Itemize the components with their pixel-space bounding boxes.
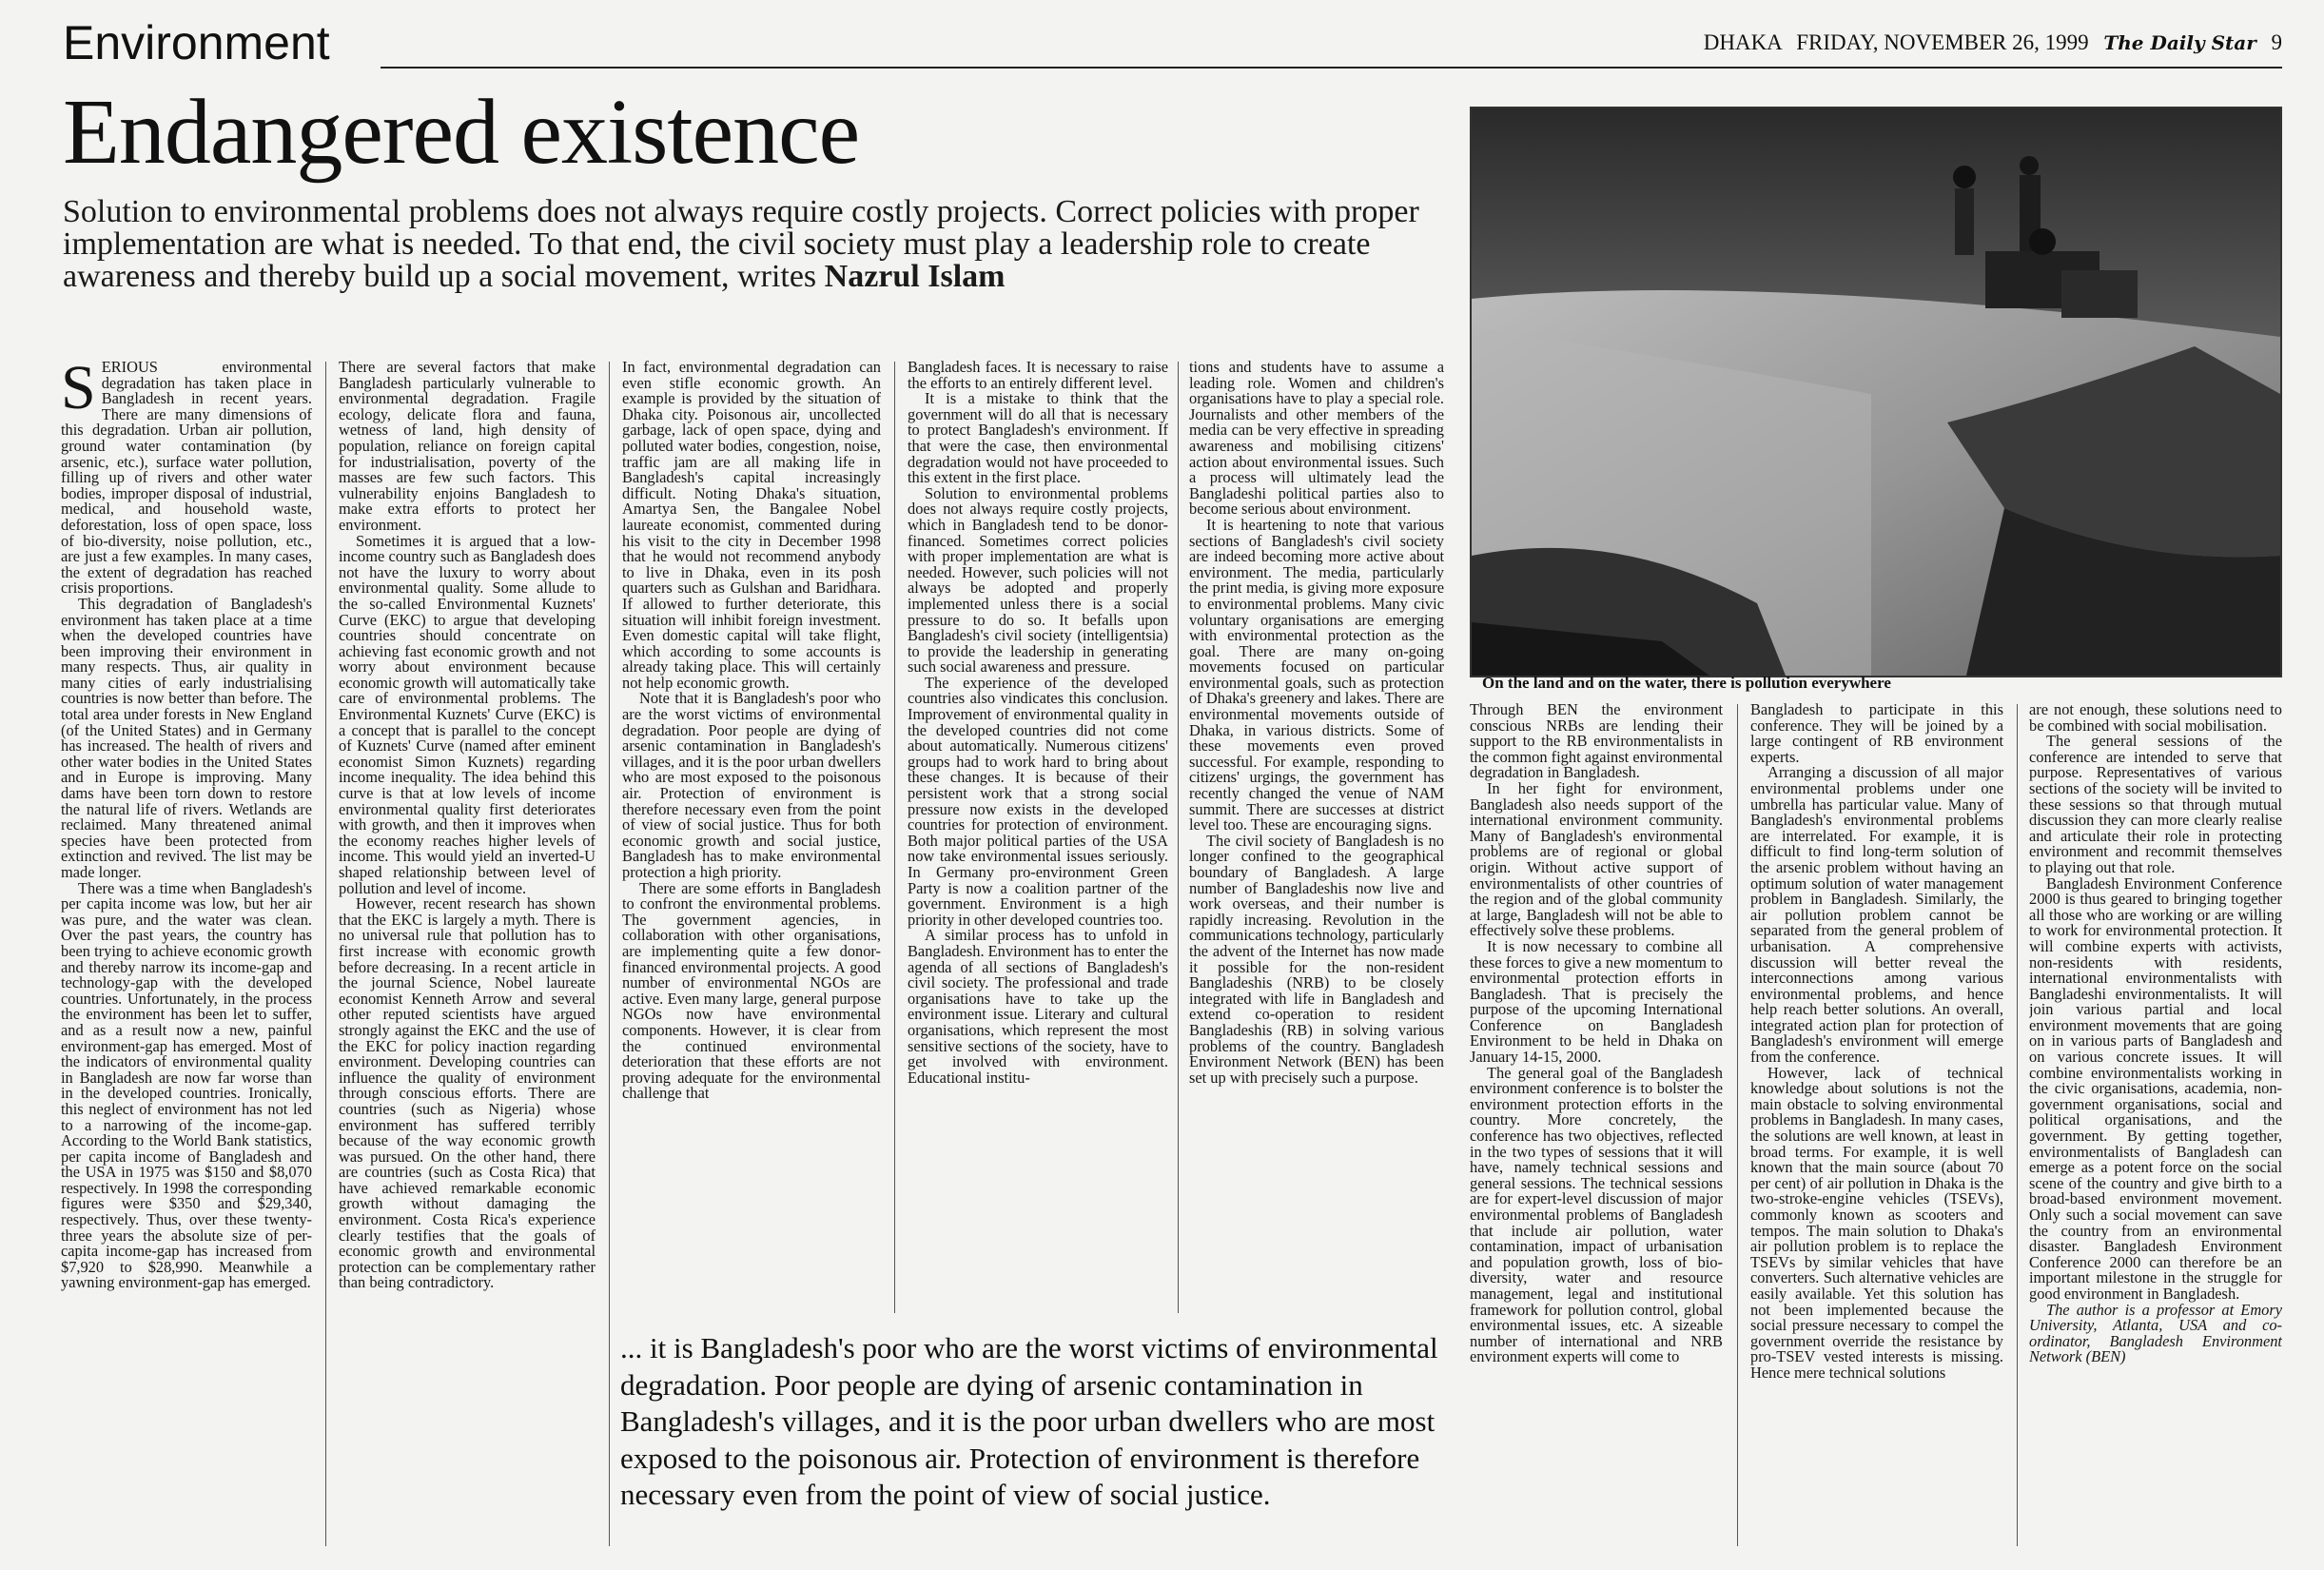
article-column-3: [622, 360, 881, 1316]
paragraph: Note that it is Bangladesh's poor who are the worst victims of environmental degradation. Poor people are dying of arsenic contamination in Bangladesh's villages, and it is the poor urban dwellers who are most exposed to the poisonous air. Protection of environment is therefore necessary even from the point of view of social justice. Thus for both economic growth and social justice, Bangladesh has to make environmental protection a high priority.: [622, 689, 881, 881]
paragraph: A similar process has to unfold in Bangladesh. Environment has to enter the agenda of all sections of Bangladesh's civil society. The professional and trade organisations have to take up the environment issue. Literary and cultural organisations, which represent the most sensitive sections of the society, have to get involved with environment. Educational institu-: [908, 926, 1168, 1087]
paragraph: The experience of the developed countries also vindicates this conclusion. Improvement of environmental quality in the developed countries did not come about automatically. Numerous citizens' groups had to work hard to bring about these changes. It is because of their persistent work that a strong social pressure now exists in the developed countries for protection of environment. Both major political parties of the USA now take environmental issues seriously. In Germany pro-environment Green Party is now a coalition partner of the government. Environment is a high priority in other developed countries too.: [908, 673, 1168, 929]
paragraph: In fact, environmental degradation can even stifle economic growth. An example is provided by the situation of Dhaka city. Poisonous air, uncollected garbage, lack of open space, dying and polluted water bodies, congestion, noise, traffic jam are all making life in Bangladesh's capital increasingly difficult. Noting Dhaka's situation, Amartya Sen, the Bangalee Nobel laureate economist, commented during his visit to the city in December 1998 that he would not recommend anybody to live in Dhaka, even in its posh quarters such as Gulshan and Baridhara. If allowed to further deteriorate, this situation will inhibit foreign investment. Even domestic capital will take flight, which according to some accounts is already taking place. This will certainly not help economic growth.: [622, 360, 881, 692]
masthead-dateline: [1694, 30, 2282, 55]
pollution-photo: [1470, 107, 2282, 677]
dateline-date: FRIDAY, NOVEMBER 26, 1999: [1796, 30, 2089, 54]
article-column-8: [2029, 702, 2282, 1547]
article-column-6: [1470, 702, 1723, 1547]
article-column-5: [1189, 360, 1444, 1316]
article-column-2: [339, 360, 596, 1549]
header-rule: [381, 67, 2282, 69]
deck-text: Solution to environmental problems does not always require costly projects. Correct policies with proper implementation are what is needed. To that end, the civil society must play a leadership role to create awareness and thereby build up a social movement,: [63, 194, 1419, 294]
paragraph: However, lack of technical knowledge about solutions is not the main obstacle to solving environmental problems in Bangladesh. In many cases, the solutions are well known, at least in broad terms. For example, it is well known that the main source (about 70 per cent) of air pollution in Dhaka is the two-stroke-engine vehicles (TSEVs), commonly known as scooters and tempos. The main solution to Dhaka's air pollution problem is to replace the TSEVs by similar vehicles that have converters. Such alternative vehicles are easily available. Yet this solution has not been implemented because the social pressure necessary to compel the government override the resistance by pro-TSEV vested interests is missing. Hence mere technical solutions: [1750, 1063, 2003, 1382]
headline: Endangered existence: [63, 81, 860, 184]
photo-caption: On the land and on the water, there is pollution everywhere: [1482, 674, 1891, 692]
paragraph: In her fight for environment, Bangladesh also needs support of the international environment community. Many of Bangladesh's environmental problems are of regional or global origin. Without active support of environmentalists of other countries of the region and of the global community at large, Bangladesh will not be able to effectively solve these problems.: [1470, 778, 1723, 940]
paragraph: It is heartening to note that various sections of Bangladesh's civil society are indeed becoming more active about environment. The media, particularly the print media, is giving more exposure to environmental problems. Many civic voluntary organisations are emerging with environmental protection as the goal. There are many on-going movements focused on particular environmental goals, such as protection of Dhaka's greenery and lakes. There are environmental movements outside of Dhaka, in various districts. Some of these movements even proved successful. For example, responding to citizens' urgings, the government has recently changed the venue of NAM summit. There are successes at district level too. These are encouraging signs.: [1189, 515, 1444, 834]
deck: [63, 196, 1433, 293]
dateline-city: DHAKA: [1703, 30, 1782, 54]
paragraph: tions and students have to assume a leading role. Women and children's organisations have to play a special role. Journalists and other members of the media can be very effective in spreading awareness and mobilising citizens' action about environmental issues. Such a process will ultimately lead the Bangladeshi political parties also to become serious about environment.: [1189, 360, 1444, 519]
article-column-7: [1750, 702, 2003, 1547]
column-rule: [894, 362, 895, 1313]
byline-prefix: writes: [737, 259, 817, 294]
paragraph: There was a time when Bangladesh's per capita income was low, but her air was pure, and the water was clean. Over the past years, the country has been trying to achieve economic growth and thereby narrow its income-gap and technology-gap with the developed countries. Unfortunately, in the process the environment has been let to suffer, and as a result now a new, painful environment-gap has emerged. Most of the indicators of environmental quality in Bangladesh are now far worse than in the developed countries. Ironically, this neglect of environment has not led to a narrowing of the income-gap. According to the World Bank statistics, per capita income of Bangladesh and the USA in 1975 was $150 and $8,070 respectively. In 1998 the corresponding figures were $350 and $29,340, respectively. Thus, over these twenty-three years the absolute size of per-capita income-gap has increased from $7,920 to $28,990. Meanwhile a yawning environment-gap has emerged.: [61, 878, 312, 1292]
paragraph-text: ERIOUS environmental degradation has taken place in Bangladesh in recent years. There are many dimensions of this degradation. Urban air pollution, ground water contamination (by arsenic, etc.), surface water pollution, filling up of rivers and other water bodies, improper disposal of industrial, medical, and household waste, deforestation, loss of open space, loss of bio-diversity, noise pollution, etc., are just a few examples. In many cases, the extent of degradation has reached crisis proportions.: [61, 360, 312, 598]
drop-cap: S: [61, 360, 96, 422]
paragraph: It is a mistake to think that the government will do all that is necessary to protect Bangladesh's environment. If that were the case, then environmental degradation would not have proceeded to this extent in the first place.: [908, 389, 1168, 487]
section-label: Environment: [63, 16, 330, 69]
article-column-1: [61, 360, 312, 1549]
pull-quote: ... it is Bangladesh's poor who are the worst victims of environmental degradation. Poor people are dying of arsenic contamination in Bangladesh's villages, and it is the poor urban dwellers who are most exposed to the poisonous air. Protection of environment is therefore necessary even from the point of view of social justice.: [620, 1331, 1438, 1512]
column-rule: [609, 362, 610, 1546]
author-note: The author is a professor at Emory University, Atlanta, USA and co-ordinator, Bangladesh Environment Network (BEN): [2029, 1300, 2282, 1366]
column-rule: [325, 362, 326, 1546]
article-column-4: [908, 360, 1168, 1316]
paragraph: The general sessions of the conference are intended to serve that purpose. Representatives of various sections of the society will be invited to these sessions so that through mutual discussion they can more clearly realise and articulate their role in protecting environment and recommit themselves to playing out that role.: [2029, 732, 2282, 876]
paragraph: However, recent research has shown that the EKC is largely a myth. There is no universal rule that pollution has to first increase with economic growth before decreasing. In a recent article in the journal Science, Nobel laureate economist Kenneth Arrow and several other reputed scientists have argued strongly against the EKC and the use of the EKC for policy inaction regarding environment. Developing countries can influence the quality of environment through conscious efforts. There are countries (such as Nigeria) whose environment has suffered terribly because of the way economic growth was pursued. On the other hand, there are countries (such as Costa Rica) that have achieved remarkable economic growth without damaging the environment. Costa Rica's experience clearly testifies that the goals of economic growth and environmental protection can be complementary rather than being contradictory.: [339, 894, 596, 1292]
column-rule: [1178, 362, 1179, 1313]
paragraph: Solution to environmental problems does not always require costly projects, which in Bangladesh tend to be donor-financed. Sometimes correct policies with proper implementation are what is needed. However, such policies will not always be adopted and properly implemented unless there is a social pressure to do so. It befalls upon Bangladesh's civil society (intelligentsia) to provide the leadership in generating such social awareness and pressure.: [908, 483, 1168, 677]
paragraph: Bangladesh to participate in this conference. They will be joined by a large contingent of RB environment experts.: [1750, 702, 2003, 766]
paragraph: This degradation of Bangladesh's environment has taken place at a time when the developed countries have been improving their environment in many respects. Thus, air quality in many cities of early industrialising countries is now better than before. The total area under forests in New England (of the United States) and in Germany has increased. The health of rivers and other water bodies in the United States and in Europe is improving. Many dams have been torn down to restore the natural life of rivers. Wetlands are reclaimed. Many threatened animal species have been protected from extinction and revived. The list may be made longer.: [61, 594, 312, 881]
newspaper-name: The Daily Star: [2103, 31, 2256, 54]
page-number: 9: [2271, 30, 2282, 54]
paragraph: Through BEN the environment conscious NRBs are lending their support to the RB environmentalists in the common fight against environmental degradation in Bangladesh.: [1470, 702, 1723, 782]
paragraph: Sometimes it is argued that a low-income country such as Bangladesh does not have the luxury to worry about environmental quality. Some allude to the so-called Environmental Kuznets' Curve (EKC) to argue that developing countries should concentrate on achieving fast economic growth and not worry about environment because economic growth will automatically take care of environmental problems. The Environmental Kuznets' Curve (EKC) is a concept that is parallel to the concept of Kuznets' Curve (named after eminent economist Simon Kuznets) regarding income inequality. The idea behind this curve is that at low levels of income environmental quality first deteriorates with growth, and then it improves when the economy reaches higher levels of income. This would yield an inverted-U shaped relationship between level of pollution and level of income.: [339, 531, 596, 897]
paragraph: The civil society of Bangladesh is no longer confined to the geographical boundary of Bangladesh. A large number of Bangladeshis now live and work overseas, and their number is rapidly increasing. Revolution in the communications technology, particularly the advent of the Internet has now made it possible for the non-resident Bangladeshis (NRB) to be closely integrated with life in Bangladesh and extend co-operation to resident Bangladeshis (RB) in solving various problems of the country. Bangladesh Environment Network (BEN) has been set up with precisely such a purpose.: [1189, 831, 1444, 1087]
column-rule: [1737, 704, 1738, 1546]
paragraph: There are several factors that make Bangladesh particularly vulnerable to environmental degradation. Fragile ecology, delicate flora and fauna, wetness of land, high density of population, reliance on foreign capital for industrialisation, poverty of the masses are few such factors. This vulnerability enjoins Bangladesh to make extra efforts to protect her environment.: [339, 360, 596, 534]
author-name: Nazrul Islam: [824, 259, 1006, 294]
paragraph: Bangladesh faces. It is necessary to raise the efforts to an entirely different level.: [908, 360, 1168, 392]
column-rule: [2017, 704, 2018, 1546]
paragraph: Arranging a discussion of all major environmental problems under one umbrella has particular value. Many of Bangladesh's environmental problems are interrelated. For example, it is difficult to find long-term solution of the arsenic problem without having an optimum solution of water management problem in Bangladesh. Similarly, the air pollution problem cannot be separated from the general problem of urbanisation. A comprehensive discussion will better reveal the interconnections among various environmental problems, and hence help reach better solutions. An overall, integrated action plan for protection of Bangladesh's environment will emerge from the conference.: [1750, 763, 2003, 1067]
paragraph: The general goal of the Bangladesh environment conference is to bolster the environment protection efforts in the country. More concretely, the conference has two objectives, reflected in the two types of sessions that it will have, namely technical sessions and general sessions. The technical sessions are for expert-level discussion of major environmental problems of Bangladesh that include air pollution, water contamination, impact of urbanisation and population growth, loss of bio-diversity, water and resource management, legal and institutional framework for pollution control, global environmental issues, etc. A sizeable number of international and NRB environment experts will come to: [1470, 1063, 1723, 1366]
paragraph: It is now necessary to combine all these forces to give a new momentum to environmental protection efforts in Bangladesh. That is precisely the purpose of the upcoming International Conference on Bangladesh Environment to be held in Dhaka on January 14-15, 2000.: [1470, 936, 1723, 1067]
paragraph: are not enough, these solutions need to be combined with social mobilisation.: [2029, 702, 2282, 735]
paragraph: Bangladesh Environment Conference 2000 is thus geared to bringing together all those who are working or are willing to work for environmental protection. It will combine experts with activists, non-residents with residents, international environmentalists with Bangladeshi environmentalists. It will join various partial and local environment movements that are going on in various parts of Bangladesh and on various concrete issues. It will combine environmentalists working in the civic organisations, academia, non-government organisations, social and political organisations, and the government. By getting together, environmentalists of Bangladesh can emerge as a potent force on the social scene of the country and give birth to a broad-based environment movement. Only such a social movement can save the country from an environmental disaster. Bangladesh Environment Conference 2000 can therefore be an important milestone in the struggle for good environment in Bangladesh.: [2029, 873, 2282, 1303]
paragraph: There are some efforts in Bangladesh to confront the environmental problems. The government agencies, in collaboration with other organisations, are implementing quite a few donor-financed environmental projects. A good number of environmental NGOs are active. Even many large, general purpose NGOs now have environmental components. However, it is clear from the continued environmental deterioration that these efforts are not proving adequate for the environmental challenge that: [622, 878, 881, 1103]
paragraph: [61, 360, 312, 597]
